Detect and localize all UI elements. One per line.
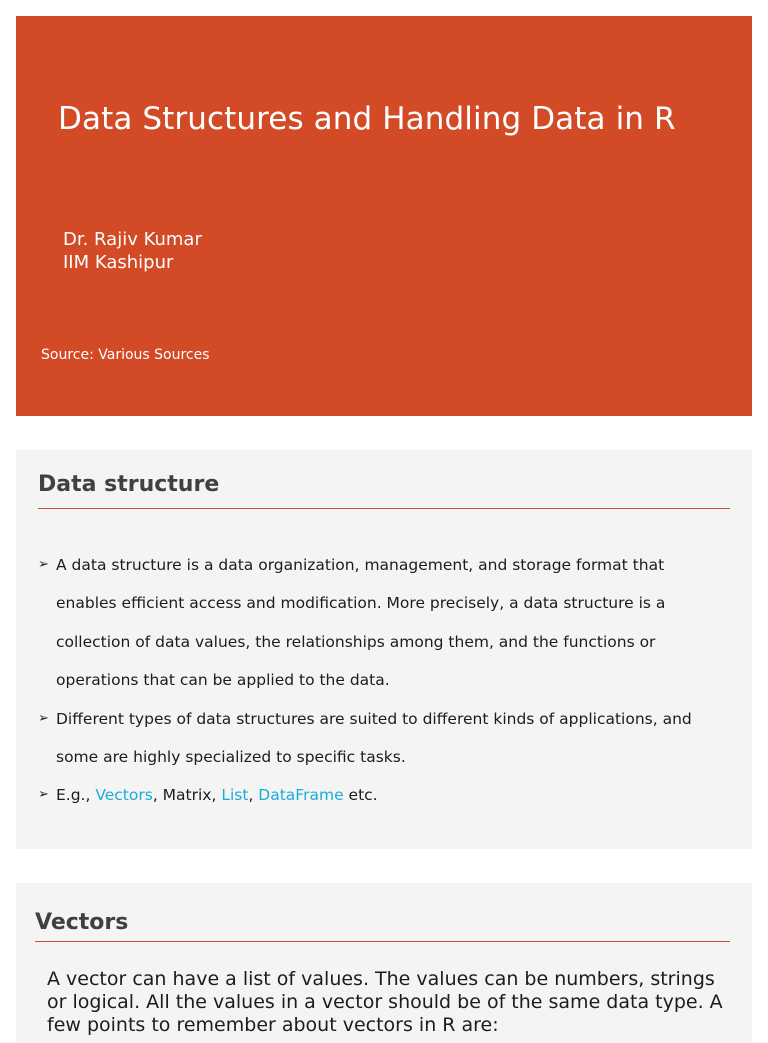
author-name: Dr. Rajiv Kumar [63, 229, 202, 250]
example-suffix: etc. [343, 786, 378, 805]
source-note: Source: Various Sources [41, 347, 210, 363]
bullet-text: Different types of data structures are suited to different kinds of applications, and some are highly specialized to specific tasks. [56, 709, 692, 767]
slide-heading: Data structure [38, 472, 220, 497]
slide-body-text: A vector can have a list of values. The values can be numbers, strings or logical. All the values in a vector should be of the same data type. A few points to remember about vectors in R are: [47, 968, 723, 1036]
bullet-text: A data structure is a data organization, management, and storage format that enables efficient access and modification. More precisely, a data structure is a collection of data values, the relationships among them, and the functions or operations that can be applied to the data. [56, 556, 666, 690]
slide-heading: Vectors [35, 910, 129, 935]
heading-divider [38, 508, 730, 509]
list-link[interactable]: List [221, 786, 249, 805]
bullet-list [38, 546, 708, 815]
author-block [63, 228, 202, 274]
author-affiliation: IIM Kashipur [63, 252, 174, 273]
heading-divider [35, 941, 730, 942]
example-prefix: E.g., [56, 786, 96, 805]
example-separator: , Matrix, [152, 786, 222, 805]
dataframe-link[interactable]: DataFrame [258, 786, 344, 805]
vectors-link[interactable]: Vectors [95, 786, 153, 805]
arrowhead-bullet-icon: ➢ [38, 787, 49, 803]
bullet-item [38, 546, 708, 700]
presentation-title: Data Structures and Handling Data in R [58, 101, 676, 137]
vectors-slide [16, 883, 752, 1043]
bullet-item-example [38, 776, 708, 814]
arrowhead-bullet-icon: ➢ [38, 710, 49, 726]
data-structure-slide [16, 450, 752, 849]
title-slide [16, 16, 752, 416]
example-separator: , [248, 786, 259, 805]
arrowhead-bullet-icon: ➢ [38, 557, 49, 572]
bullet-item [38, 700, 708, 777]
